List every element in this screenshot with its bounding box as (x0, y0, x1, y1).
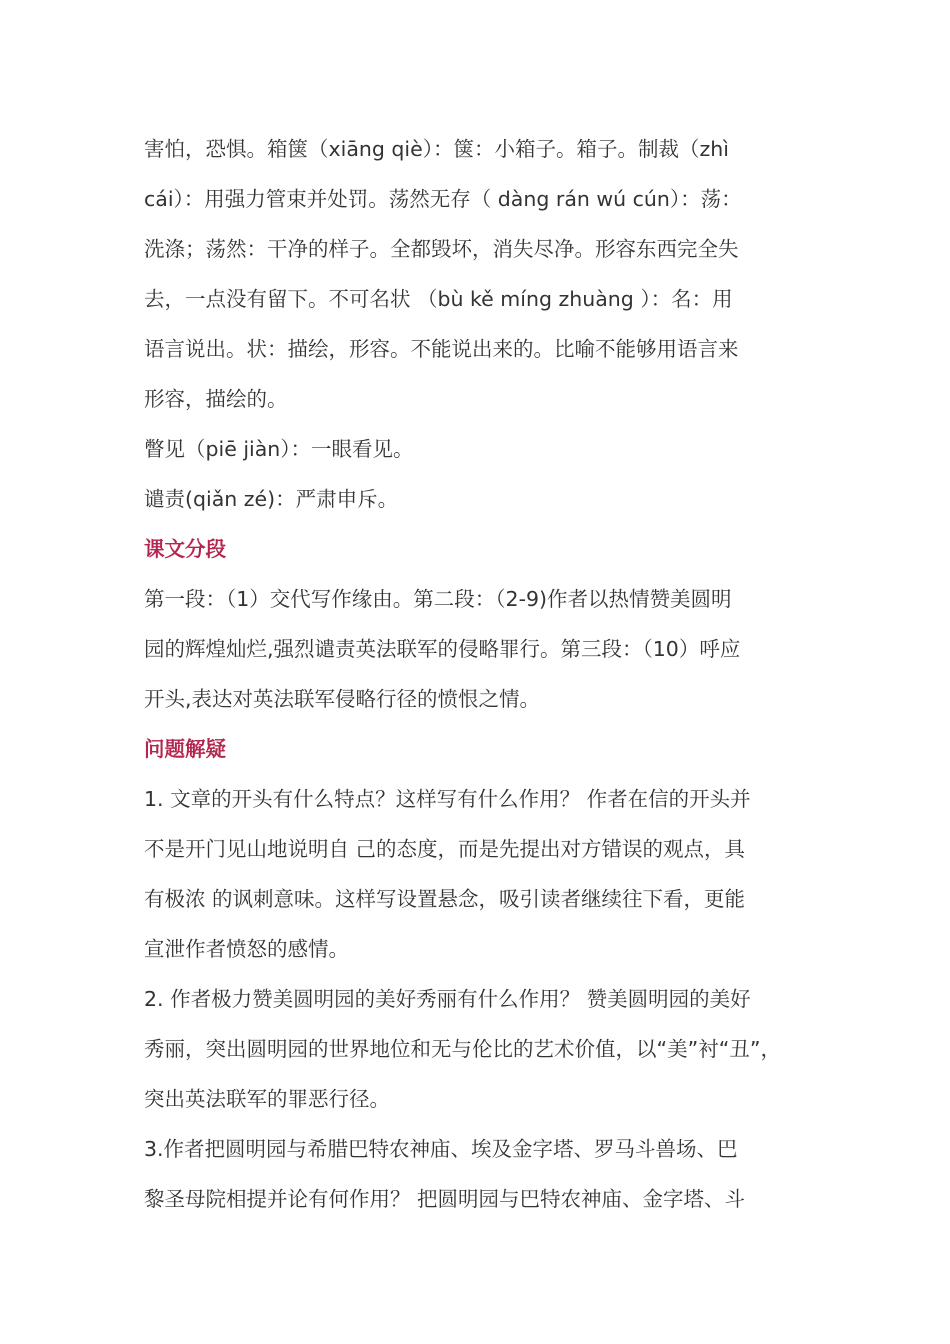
glossary-line: cái）：用强力管束并处罚。荡然无存（ dàng rán wú cún）：荡： (144, 187, 742, 211)
glossary-line: 洗涤；荡然：干净的样子。全都毁坏，消失尽净。形容东西完全失 (144, 237, 739, 261)
glossary-line: 形容，描绘的。 (144, 387, 288, 411)
qa-line: 3.作者把圆明园与希腊巴特农神庙、埃及金字塔、罗马斗兽场、巴 (144, 1137, 738, 1161)
glossary-line: 害怕，恐惧。箱箧（xiāng qiè）：箧：小箱子。箱子。制裁（zhì (144, 137, 729, 161)
qa-line: 秀丽，突出圆明园的世界地位和无与伦比的艺术价值，以“美”衬“丑”， (144, 1037, 781, 1061)
document-body (144, 124, 834, 1224)
glossary-line: 语言说出。状：描绘，形容。不能说出来的。比喻不能够用语言来 (144, 337, 739, 361)
section-line: 开头,表达对英法联军侵略行径的愤恨之情。 (144, 687, 541, 711)
qa-heading: 问题解疑 (144, 737, 226, 761)
qa-line: 宣泄作者愤怒的感情。 (144, 937, 349, 961)
qa-line: 有极浓 的讽刺意味。这样写设置悬念，吸引读者继续往下看，更能 (144, 887, 746, 911)
section-line: 园的辉煌灿烂,强烈谴责英法联军的侵略罪行。第三段：（10）呼应 (144, 637, 741, 661)
qa-line: 1. 文章的开头有什么特点？这样写有什么作用？ 作者在信的开头并 (144, 787, 751, 811)
glossary-line: 谴责(qiǎn zé)：严肃申斥。 (144, 487, 399, 511)
glossary-line: 瞥见（piē jiàn）：一眼看见。 (144, 437, 414, 461)
qa-line: 2. 作者极力赞美圆明园的美好秀丽有什么作用？ 赞美圆明园的美好 (144, 987, 751, 1011)
qa-line: 黎圣母院相提并论有何作用？ 把圆明园与巴特农神庙、金字塔、斗 (144, 1187, 746, 1211)
qa-line: 不是开门见山地说明自 己的态度，而是先提出对方错误的观点，具 (144, 837, 746, 861)
section-heading: 课文分段 (144, 537, 226, 561)
glossary-line: 去，一点没有留下。不可名状 （bù kě míng zhuàng ）：名：用 (144, 287, 733, 311)
qa-line: 突出英法联军的罪恶行径。 (144, 1087, 390, 1111)
section-line: 第一段：（1）交代写作缘由。第二段：（2-9)作者以热情赞美圆明 (144, 587, 732, 611)
